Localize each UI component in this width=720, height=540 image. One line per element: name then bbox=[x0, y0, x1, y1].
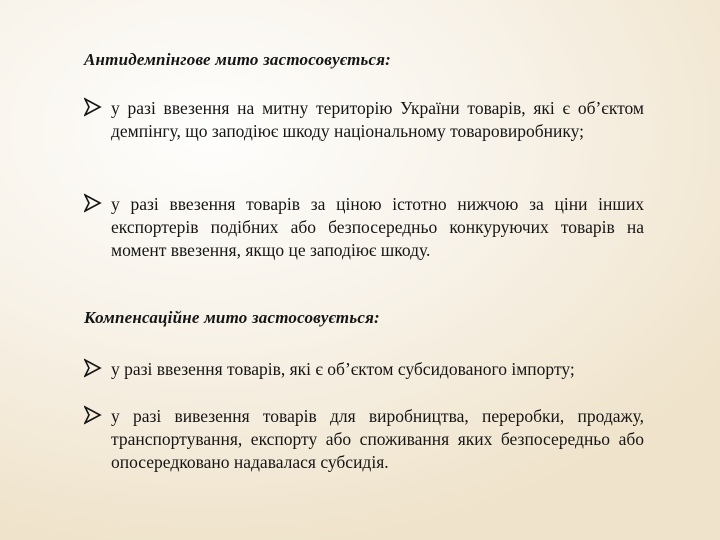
bullet-item bbox=[84, 193, 644, 262]
bullet-item bbox=[84, 405, 644, 474]
bullet-item bbox=[84, 358, 644, 381]
bullet-text: у разі ввезення товарів, які є об’єктом субсидованого імпорту; bbox=[111, 359, 575, 379]
arrowhead-bullet-icon bbox=[84, 358, 102, 378]
bullet-text: у разі ввезення товарів за ціною істотно нижчою за ціни інших експортерів подібних або безпосередньо конкуруючих товарів на момент ввезення, якщо це заподіює шкоду. bbox=[111, 194, 644, 260]
section-heading-antidumping: Антидемпінгове мито застосовується: bbox=[84, 50, 392, 69]
bullet-text: у разі ввезення на митну територію України товарів, які є об’єктом демпінгу, що заподіює шкоду національному товаровиробнику; bbox=[111, 98, 644, 141]
bullet-item bbox=[84, 97, 644, 143]
arrowhead-bullet-icon bbox=[84, 193, 102, 213]
section-heading-countervailing: Компенсаційне мито застосовується: bbox=[84, 308, 380, 327]
arrowhead-bullet-icon bbox=[84, 97, 102, 117]
bullet-text: у разі вивезення товарів для виробництва, переробки, продажу, транспортування, експорту або споживання яких безпосередньо або опосередковано надавалася субсидія. bbox=[111, 406, 644, 472]
arrowhead-bullet-icon bbox=[84, 405, 102, 425]
